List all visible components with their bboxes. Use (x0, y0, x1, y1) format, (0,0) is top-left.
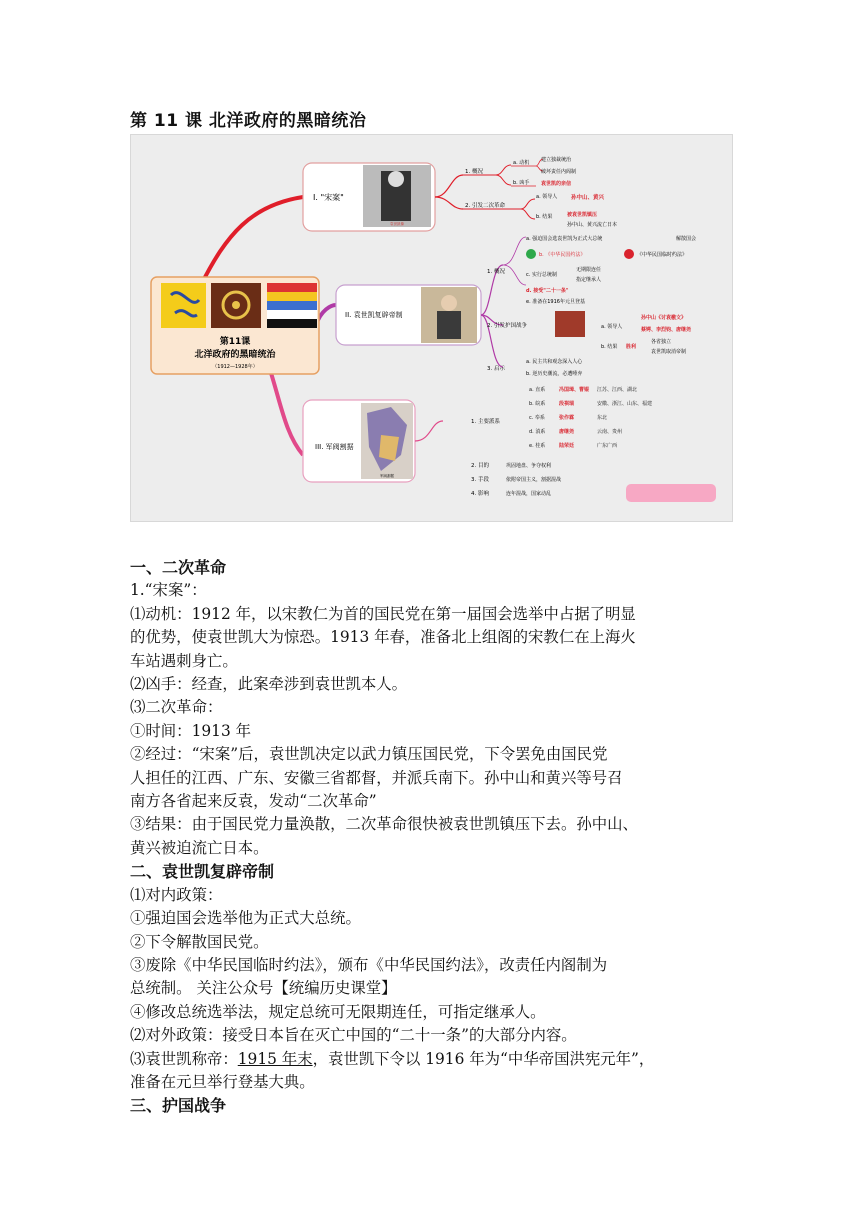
b3-row-tag: a. 直系 (529, 387, 546, 393)
section-heading-2: 二、袁世凯复辟帝制 (130, 862, 275, 882)
b2-n1e: e. 准备在1916年元旦登基 (526, 299, 585, 305)
paragraph: ②下令解散国民党。 (130, 932, 269, 951)
b1-n1b-1: 袁世凯的亲信 (541, 181, 572, 187)
paragraph: ③结果：由于国民党力量涣散，二次革命很快被袁世凯镇压下去。孙中山、 (130, 815, 638, 834)
b2-n1b-2: 《中华民国临时约法》 (637, 252, 688, 258)
branch2-label: II. 袁世凯复辟帝制 (345, 311, 403, 319)
b2-n1c-1: 无期限连任 (576, 267, 602, 273)
b3-row-tag: d. 滇系 (529, 429, 546, 435)
b3-row-where: 东北 (597, 415, 608, 421)
b2-n1: 1. 概况 (487, 269, 505, 275)
paragraph: 准备在元旦举行登基大典。 (130, 1072, 315, 1091)
b1-n2b: b. 结果 (536, 214, 553, 220)
b2-n1b: b. 《中华民国约法》 (539, 252, 586, 258)
b2-n3: 3. 启示 (487, 366, 505, 372)
paragraph: ⑵凶手：经查，此案牵涉到袁世凯本人。 (130, 675, 408, 694)
mind-map-figure (130, 134, 733, 522)
b2-n1a: a. 强迫国会选袁世凯为正式大总统 (526, 236, 603, 242)
paragraph: 人担任的江西、广东、安徽三省都督，并派兵南下。孙中山和黄兴等号召 (130, 768, 623, 787)
b3-n3-1: 依附帝国主义，割据混战 (506, 477, 562, 483)
b2-n3a: a. 民主共和观念深入人心 (526, 359, 583, 365)
lesson-title: 第 11 课 北洋政府的黑暗统治 (130, 111, 367, 131)
b2-n2b: b. 结果 (601, 344, 618, 350)
paragraph: 1.“宋案”： (130, 581, 207, 600)
paragraph: ④修改总统选举法，规定总统可无限期连任，可指定继承人。 (130, 1002, 546, 1021)
b3-row-who: 冯国璋、曹锟 (559, 387, 590, 393)
b3-row-where: 安徽、浙江、山东、福建 (597, 401, 653, 407)
b3-row-where: 云南、贵州 (597, 429, 623, 435)
paragraph: ⑶二次革命： (130, 698, 223, 717)
b1-n1a: a. 动机 (513, 160, 530, 166)
b1-n2: 2. 引发二次革命 (465, 203, 505, 209)
b2-n1c-2: 指定继承人 (576, 277, 602, 283)
b3-map-caption: 军阀割据 (380, 474, 394, 478)
center-line3: （1912—1928年） (212, 364, 258, 370)
b1-photo-caption: 袁世凯像 (390, 222, 404, 226)
paragraph (130, 1048, 736, 1071)
b3-row-tag: c. 奉系 (529, 415, 545, 421)
b2-n1a-2: 解散国会 (676, 236, 697, 242)
paragraph: 总统制。 关注公众号【统编历史课堂】 (130, 979, 397, 998)
b3-row-who: 张作霖 (559, 415, 575, 421)
paragraph: 车站遇刺身亡。 (130, 651, 238, 670)
paragraph: 南方各省起来反袁，发动“二次革命” (130, 792, 377, 811)
paragraph: ⑴动机：1912 年，以宋教仁为首的国民党在第一届国会选举中占据了明显 (130, 604, 636, 623)
center-line1: 第11课 (219, 337, 251, 347)
underlined-date: 1915 年末 (237, 1049, 313, 1068)
b1-n2a-1: 孙中山、黄兴 (571, 195, 605, 201)
b2-n2a-2: 蔡锷、李烈钧、唐继尧 (641, 327, 692, 333)
b3-row-who: 陆荣廷 (559, 443, 575, 449)
b3-row-who: 段祺瑞 (559, 401, 575, 407)
text-run: ，袁世凯下令以 1916 年为“中华帝国洪宪元年”， (312, 1049, 655, 1068)
b3-row-where: 江苏、江西、湖北 (597, 387, 638, 393)
b2-n2a-1: 孙中山《讨袁檄文》 (641, 315, 687, 321)
b3-n4-1: 连年混战，国家动乱 (506, 491, 552, 497)
paragraph: ⑵对外政策：接受日本旨在灭亡中国的“二十一条”的大部分内容。 (130, 1026, 577, 1045)
section-heading-1: 一、二次革命 (130, 558, 227, 577)
paragraph: ③废除《中华民国临时约法》，颁布《中华民国约法》，改责任内阁制为 (130, 955, 608, 974)
paragraph: ②经过：“宋案”后，袁世凯决定以武力镇压国民党，下令罢免由国民党 (130, 745, 608, 764)
b3-n1: 1. 主要派系 (471, 419, 500, 425)
section-heading-3: 三、护国战争 (130, 1096, 227, 1116)
b2-n2b-1: 各省独立 (651, 339, 672, 345)
b3-row-where: 广东广西 (597, 443, 618, 449)
b1-n1a-1: 建立独裁统治 (541, 157, 572, 163)
b2-n2a: a. 领导人 (601, 324, 623, 330)
branch1-label: I. "宋案" (313, 193, 344, 202)
b3-n4: 4. 影响 (471, 491, 489, 497)
b2-n1d: d. 接受"二十一条" (526, 288, 569, 294)
b1-n2b-2: 孙中山、黄兴流亡日本 (567, 222, 618, 228)
b3-n2: 2. 目的 (471, 463, 489, 469)
b1-n1a-2: 破坏责任内阁制 (541, 169, 577, 175)
b1-n2b-1: 被袁世凯镇压 (567, 212, 598, 218)
paragraph: 的优势，使袁世凯大为惊恐。1913 年春，准备北上组阁的宋教仁在上海火 (130, 628, 636, 647)
b1-n1: 1. 概况 (465, 169, 483, 175)
b3-row-who: 唐继尧 (559, 429, 575, 435)
text-run: ⑶袁世凯称帝： (130, 1049, 238, 1068)
paragraph: ⑴对内政策： (130, 885, 223, 904)
b1-n2a: a. 领导人 (536, 194, 558, 200)
b3-n3: 3. 手段 (471, 477, 489, 483)
center-line2: 北洋政府的黑暗统治 (194, 350, 276, 360)
b2-n2b-2: 袁世凯取消帝制 (651, 349, 687, 355)
b2-n3b: b. 逆历史潮流，必遭唾弃 (526, 371, 583, 377)
b2-n2: 2. 引发护国战争 (487, 323, 527, 329)
b2-n2b-0: 胜利 (626, 344, 637, 350)
branch3-label: III. 军阀割据 (315, 443, 354, 451)
b3-row-tag: e. 桂系 (529, 443, 546, 449)
article-body (130, 556, 736, 1118)
b2-n1c: c. 实行总统制 (526, 272, 557, 278)
b3-row-tag: b. 皖系 (529, 401, 546, 407)
paragraph: ①时间：1913 年 (130, 721, 252, 740)
b3-n2-1: 巩固地盘、争夺权利 (506, 463, 552, 469)
center-card (151, 277, 319, 374)
paragraph: 黄兴被迫流亡日本。 (130, 838, 269, 857)
b1-n1b: b. 凶手 (513, 180, 530, 186)
paragraph: ①强迫国会选举他为正式大总统。 (130, 909, 361, 928)
